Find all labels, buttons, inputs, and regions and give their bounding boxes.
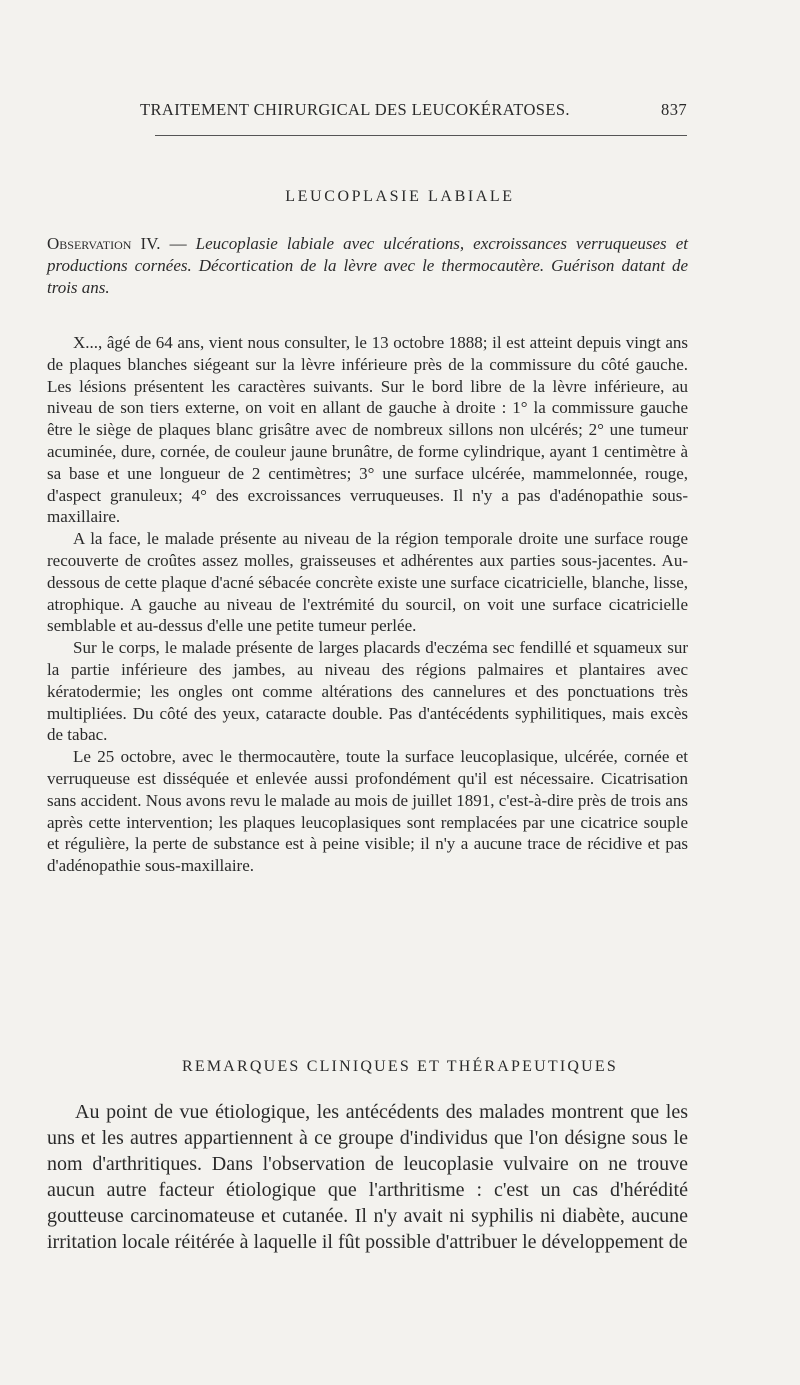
section-title-leucoplasie: LEUCOPLASIE LABIALE bbox=[285, 188, 515, 205]
paragraph-face: A la face, le malade présente au niveau de la région temporale droite une surface rouge recouverte de croûtes assez molles, graisseuses et adhérentes aux parties sous-jacentes. Au-dessous de cette plaque d'acné sébacée concrète existe une surface cicatricielle, blanche, lisse, atrophique. A gauche au niveau de l'extrémité du sourcil, on voit une surface cicatricielle semblable et au-dessus d'elle une petite tumeur perlée. bbox=[47, 529, 688, 636]
paragraph-remarks: Au point de vue étiologique, les antécédents des malades montrent que les uns et les autres appartiennent à ce groupe d'individus que l'on désigne sous le nom d'arthritiques. Dans l'observation de leucoplasie vulvaire on ne trouve aucun autre facteur étiologique que l'arthritisme : c'est un cas d'hérédité goutteuse carcinomateuse et cutanée. Il n'y avait ni syphilis ni diabète, aucune irritation locale réitérée à laquelle il fût possible d'attribuer le développement de bbox=[47, 1101, 688, 1253]
page-number: 837 bbox=[661, 100, 687, 119]
running-title: TRAITEMENT CHIRURGICAL DES LEUCOKÉRATOSES. bbox=[140, 100, 570, 119]
section-title-remarques: REMARQUES CLINIQUES ET THÉRAPEUTIQUES bbox=[182, 1058, 618, 1075]
observation-heading bbox=[47, 233, 688, 298]
remarks-body bbox=[47, 1099, 688, 1255]
paragraph-body: Sur le corps, le malade présente de larges placards d'eczéma sec fendillé et squameux sur la partie inférieure des jambes, au niveau des régions palmaires et plantaires avec kératodermie; les ongles ont comme altérations des cannelures et des ponctuations très multipliées. Du côté des yeux, cataracte double. Pas d'antécédents syphilitiques, mais excès de tabac. bbox=[47, 638, 688, 745]
observation-title: Leucoplasie labiale avec ulcérations, excroissances verruqueuses et productions cornées. Décortication de la lèvre avec le thermocautère. Guérison datant de trois ans. bbox=[47, 234, 689, 297]
header-rule bbox=[155, 135, 687, 136]
observation-body bbox=[47, 332, 688, 877]
running-header bbox=[140, 100, 687, 120]
observation-label: Observation IV. — bbox=[47, 234, 187, 253]
paragraph-case: X..., âgé de 64 ans, vient nous consulter, le 13 octobre 1888; il est atteint depuis vingt ans de plaques blanches siégeant sur la lèvre inférieure près de la commissure du côté gauche. Les lésions présentent les caractères suivants. Sur le bord libre de la lèvre inférieure, au niveau de son tiers externe, on voit en allant de gauche à droite : 1° la commissure gauche être le siège de plaques blanc grisâtre avec de nombreux sillons non ulcérés; 2° une tumeur acuminée, dure, cornée, de couleur jaune brunâtre, de forme cylindrique, ayant 1 centimètre à sa base et une longueur de 2 centimètres; 3° une surface ulcérée, mammelonnée, rouge, d'aspect granuleux; 4° des excroissances verruqueuses. Il n'y a pas d'adénopathie sous-maxillaire. bbox=[47, 333, 688, 527]
paragraph-treatment: Le 25 octobre, avec le thermocautère, toute la surface leucoplasique, ulcérée, cornée et verruqueuse est disséquée et enlevée aussi profondément qu'il est nécessaire. Cicatrisation sans accident. Nous avons revu le malade au mois de juillet 1891, c'est-à-dire près de trois ans après cette intervention; les plaques leucoplasiques sont remplacées par une cicatrice souple et régulière, la perte de substance est à peine visible; il n'y a aucune trace de récidive et pas d'adénopathie sous-maxillaire. bbox=[47, 747, 688, 876]
